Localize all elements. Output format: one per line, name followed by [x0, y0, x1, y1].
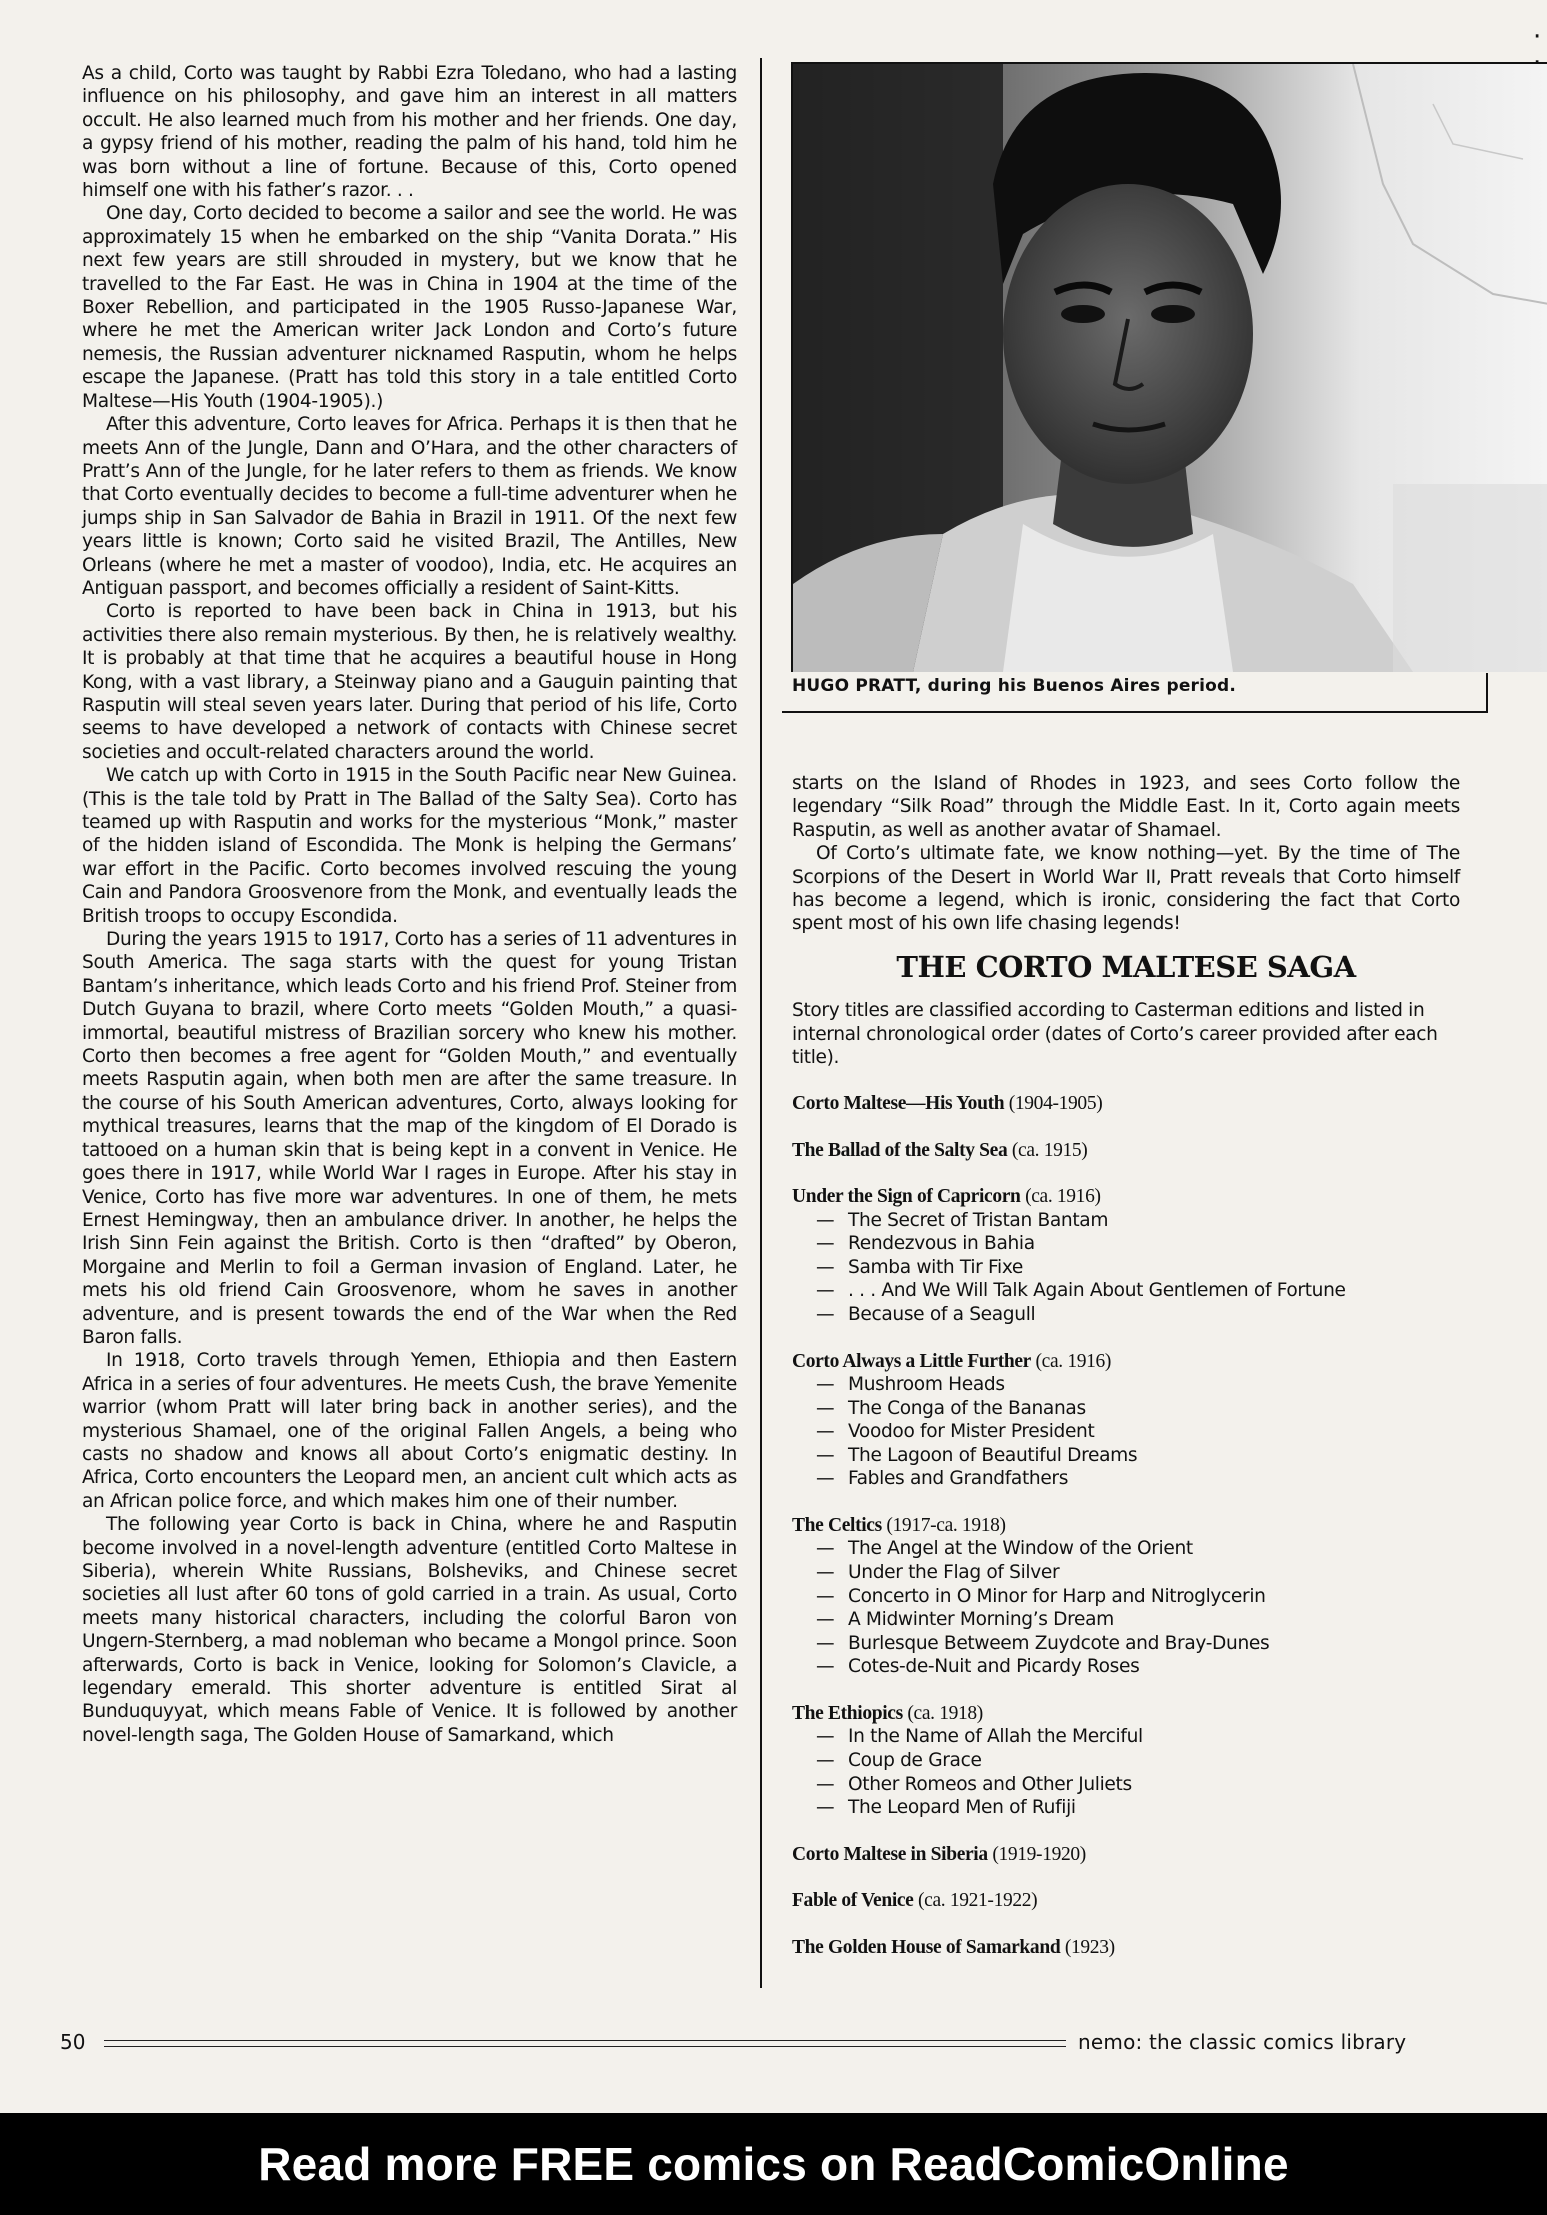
saga-intro: Story titles are classified according to Casterman editions and listed in internal chronological order (dates of Corto’s career provided after each title).	[792, 1000, 1438, 1069]
saga-entry-title: Fable of Venice	[792, 1890, 914, 1912]
saga-entry-dates: (ca. 1915)	[1011, 1139, 1088, 1161]
dash-icon: —	[816, 1468, 835, 1490]
saga-entry	[792, 1092, 1460, 1115]
saga-entry-dates: (1904-1905)	[1008, 1093, 1103, 1115]
portrait-photo	[791, 62, 1547, 672]
article-paragraph: Corto is reported to have been back in China in 1913, but his activities there also remain mysterious. By then, he is relatively wealthy. It is probably at that time that he acquires a beautiful house in Hong Kong, with a vast library, a Steinway piano and a Gauguin painting that Rasputin will steal seven years later. During that period of his life, Corto seems to have developed a network of contacts with Chinese secret societies and occult-related characters around the world.	[82, 601, 737, 763]
page-number: 50	[60, 2030, 86, 2054]
saga-entry-title: Corto Always a Little Further	[792, 1350, 1031, 1372]
saga-entry-dates: (1919-1920)	[992, 1843, 1086, 1865]
story-item: — In the Name of Allah the Merciful	[816, 1726, 1143, 1748]
dash-icon: —	[816, 1374, 835, 1396]
saga-entry	[792, 1185, 1460, 1326]
story-item: — The Secret of Tristan Bantam	[816, 1209, 1109, 1231]
story-item: — Rendezvous in Bahia	[816, 1233, 1035, 1255]
dash-icon: —	[816, 1280, 835, 1302]
story-item: — The Conga of the Bananas	[816, 1397, 1086, 1419]
saga-entry-dates: (1917-ca. 1918)	[886, 1515, 1006, 1537]
dash-icon: —	[816, 1585, 835, 1607]
dash-icon: —	[816, 1750, 835, 1771]
dash-icon: —	[816, 1256, 835, 1278]
dash-icon: —	[816, 1304, 835, 1326]
saga-entry-dates: (ca. 1916)	[1025, 1186, 1101, 1208]
story-item: — Under the Flag of Silver	[816, 1562, 1060, 1584]
story-item: — Fables and Grandfathers	[816, 1468, 1069, 1490]
dash-icon: —	[816, 1233, 835, 1255]
story-item: — The Leopard Men of Rufiji	[816, 1797, 1076, 1819]
saga-entry-title: The Ballad of the Salty Sea	[792, 1139, 1008, 1161]
dash-icon: —	[816, 1397, 835, 1419]
saga-entry	[792, 1350, 1460, 1491]
story-item: — Cotes-de-Nuit and Picardy Roses	[816, 1656, 1140, 1678]
dash-icon: —	[816, 1538, 835, 1560]
dash-icon: —	[816, 1444, 835, 1466]
saga-entry	[792, 1843, 1460, 1866]
saga-entry-dates: (ca. 1916)	[1035, 1350, 1112, 1372]
column-divider	[760, 58, 762, 1988]
caption-rule-horizontal	[782, 711, 1486, 713]
dash-icon: —	[816, 1656, 835, 1678]
article-paragraph: In 1918, Corto travels through Yemen, Ethiopia and then Eastern Africa in a series of four adventures. He meets Cush, the brave Yemenite warrior (whom Pratt will later bring back in another series), and the mysterious Shamael, one of the original Fallen Angels, a being who casts no shadow and knows all about Corto’s enigmatic destiny. In Africa, Corto encounters the Leopard men, an ancient cult which acts as an African police force, and which makes him one of their number.	[82, 1350, 737, 1512]
promo-banner[interactable]	[0, 2113, 1547, 2215]
article-left-column	[82, 62, 737, 1747]
story-list	[792, 1373, 1460, 1491]
saga-entry	[792, 1514, 1460, 1679]
story-item: — Mushroom Heads	[816, 1374, 1005, 1396]
saga-entry-title: The Ethiopics	[792, 1703, 903, 1724]
saga-entry-dates: (ca. 1918)	[907, 1703, 983, 1724]
article-paragraph: We catch up with Corto in 1915 in the South Pacific near New Guinea. (This is the tale told by Pratt in The Ballad of the Salty Sea). Corto has teamed up with Rasputin and works for the mysterious “Monk,” master of the hidden island of Escondida. The Monk is helping the Germans’ war effort in the Pacific. Corto becomes involved rescuing the young Cain and Pandora Groosvenore from the Monk, and eventually leads the British troops to occupy Escondida.	[82, 765, 737, 927]
caption-rule-vertical	[1486, 673, 1488, 713]
dash-icon: —	[816, 1209, 835, 1231]
story-item: — . . . And We Will Talk Again About Gentlemen of Fortune	[816, 1280, 1346, 1302]
story-list	[792, 1537, 1460, 1679]
article-paragraph: As a child, Corto was taught by Rabbi Ezra Toledano, who had a lasting influence on his philosophy, and gave him an interest in all matters occult. He also learned much from his mother and her friends. One day, a gypsy friend of his mother, reading the palm of his hand, told him he was born without a line of fortune. Because of this, Corto opened himself one with his father’s razor. . .	[82, 63, 737, 202]
story-item: — Burlesque Betweem Zuydcote and Bray-Dunes	[816, 1632, 1270, 1654]
story-item: — The Angel at the Window of the Orient	[816, 1538, 1193, 1560]
saga-heading: THE CORTO MALTESE SAGA	[896, 949, 1356, 984]
photo-caption: HUGO PRATT, during his Buenos Aires period.	[792, 676, 1237, 696]
article-paragraph: One day, Corto decided to become a sailor and see the world. He was approximately 15 when he embarked on the ship “Vanita Dorata.” His next few years are still shrouded in mystery, but we know that he travelled to the Far East. He was in China in 1904 at the time of the Boxer Rebellion, and participated in the 1905 Russo-Japanese War, where he met the American writer Jack London and Corto’s future nemesis, the Russian adventurer nicknamed Rasputin, whom he helps escape the Japanese. (Pratt has told this story in a tale entitled Corto Maltese—His Youth (1904-1905).)	[82, 203, 737, 412]
saga-entry	[792, 1936, 1460, 1959]
corner-crop-mark: ·	[1533, 22, 1542, 52]
dash-icon: —	[816, 1632, 835, 1654]
saga-entry-title: The Golden House of Samarkand	[792, 1936, 1061, 1958]
story-item: — Samba with Tir Fixe	[816, 1256, 1024, 1278]
promo-banner-text[interactable]: Read more FREE comics on ReadComicOnline	[258, 2138, 1289, 2190]
article-right-column	[792, 772, 1460, 1959]
photo-illustration	[793, 64, 1547, 672]
dash-icon: —	[816, 1421, 835, 1443]
publication-name: nemo: the classic comics library	[1078, 2030, 1407, 2054]
story-item: — Coup de Grace	[816, 1750, 982, 1771]
story-item: — The Lagoon of Beautiful Dreams	[816, 1444, 1138, 1466]
story-item: — Concerto in O Minor for Harp and Nitroglycerin	[816, 1585, 1266, 1607]
story-item: — Other Romeos and Other Juliets	[816, 1773, 1132, 1795]
dash-icon: —	[816, 1562, 835, 1584]
dash-icon: —	[816, 1773, 835, 1795]
dash-icon: —	[816, 1609, 835, 1631]
story-item: — A Midwinter Morning’s Dream	[816, 1609, 1114, 1631]
article-paragraph: Of Corto’s ultimate fate, we know nothing—yet. By the time of The Scorpions of the Desert in World War II, Pratt reveals that Corto himself has become a legend, which is ironic, considering the fact that Corto spent most of his own life chasing legends!	[792, 843, 1460, 935]
story-list	[792, 1209, 1460, 1327]
footer-rule	[104, 2040, 1066, 2047]
article-paragraph: After this adventure, Corto leaves for Africa. Perhaps it is then that he meets Ann of the Jungle, Dann and O’Hara, and the other characters of Pratt’s Ann of the Jungle, for he later refers to them as friends. We know that Corto eventually decides to become a full-time adventurer when he jumps ship in San Salvador de Bahia in Brazil in 1911. Of the next few years little is known; Corto said he visited Brazil, The Antilles, New Orleans (where he met a master of voodoo), India, etc. He acquires an Antiguan passport, and becomes officially a resident of Saint-Kitts.	[82, 414, 737, 599]
story-item: — Voodoo for Mister President	[816, 1421, 1095, 1443]
saga-entry	[792, 1702, 1460, 1820]
story-item: — Because of a Seagull	[816, 1304, 1036, 1326]
saga-entry-dates: (1923)	[1064, 1936, 1115, 1958]
saga-entry-title: The Celtics	[792, 1515, 882, 1537]
article-paragraph: starts on the Island of Rhodes in 1923, and sees Corto follow the legendary “Silk Road” through the Middle East. In it, Corto again meets Rasputin, as well as another avatar of Shamael.	[792, 773, 1460, 841]
saga-entry-title: Corto Maltese—His Youth	[792, 1093, 1005, 1115]
saga-entry	[792, 1139, 1460, 1162]
article-paragraph: During the years 1915 to 1917, Corto has a series of 11 adventures in South America. The saga starts with the quest for young Tristan Bantam’s inheritance, which leads Corto and his friend Prof. Steiner from Dutch Guyana to brazil, where Corto meets “Golden Mouth,” a quasi-immortal, beautiful mistress of Brazilian sorcery who knew his mother. Corto then becomes a free agent for “Golden Mouth,” and eventually meets Rasputin again, when both men are after the same treasure. In the course of his South American adventures, Corto, always looking for mythical treasures, learns that the map of the kingdom of El Dorado is tattooed on a human skin that is being kept in a convent in Venice. He goes there in 1917, while World War I rages in Europe. After his stay in Venice, Corto has five more war adventures. In one of them, he mets Ernest Hemingway, then an ambulance driver. In another, he helps the Irish Sinn Fein against the British. Corto is then “drafted” by Oberon, Morgaine and Merlin to foil a German invasion of England. Later, he mets his old friend Cain Groosvenore, whom he saves in another adventure, and is present towards the end of the War when the Red Baron falls.	[82, 929, 737, 1348]
saga-entry-dates: (ca. 1921-1922)	[918, 1890, 1038, 1912]
story-list	[792, 1725, 1460, 1819]
saga-entry-title: Corto Maltese in Siberia	[792, 1843, 988, 1865]
dash-icon: —	[816, 1797, 835, 1819]
saga-entry-title: Under the Sign of Capricorn	[792, 1186, 1021, 1208]
dash-icon: —	[816, 1726, 835, 1748]
saga-entry	[792, 1889, 1460, 1912]
article-paragraph: The following year Corto is back in China, where he and Rasputin become involved in a novel-length adventure (entitled Corto Maltese in Siberia), wherein White Russians, Bolsheviks, and Chinese secret societies all lust after 60 tons of gold carried in a train. As usual, Corto meets many historical characters, including the colorful Baron von Ungern-Sternberg, a mad nobleman who became a Mongol prince. Soon afterwards, Corto is back in Venice, looking for Solomon’s Clavicle, a legendary emerald. This shorter adventure is entitled Sirat al Bunduquyyat, which means Fable of Venice. It is followed by another novel-length saga, The Golden House of Samarkand, which	[82, 1514, 737, 1746]
